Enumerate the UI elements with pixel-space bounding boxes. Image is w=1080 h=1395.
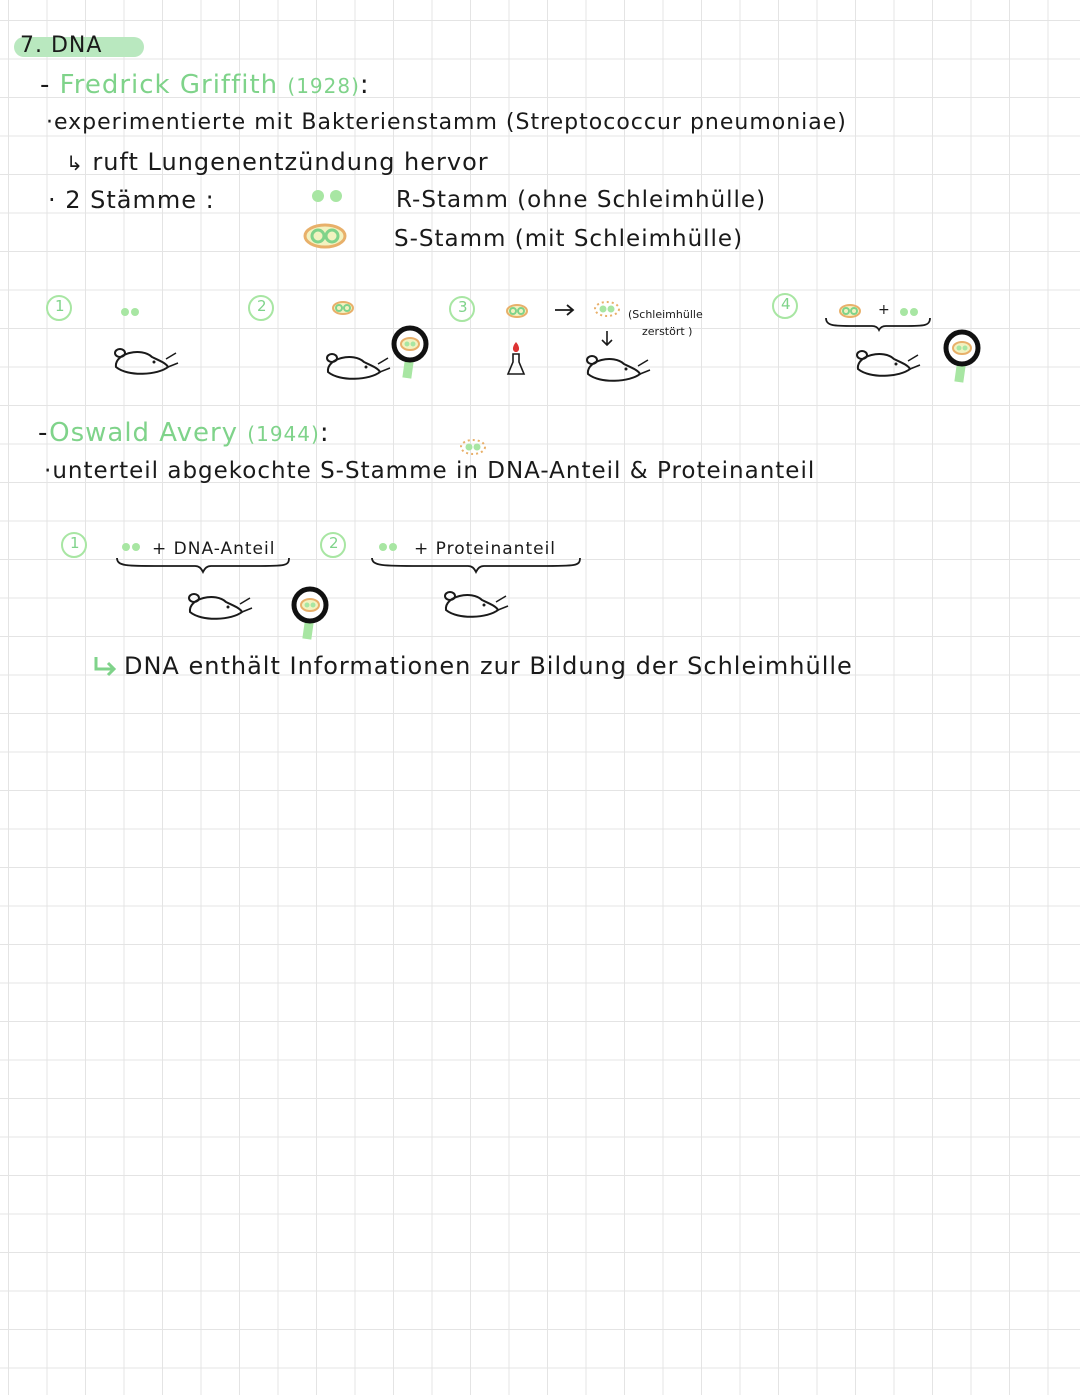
mouse-icon bbox=[108, 345, 180, 379]
avery-exp1-label: + DNA-Anteil bbox=[152, 539, 276, 559]
avery-line1 bbox=[44, 458, 815, 484]
bullet-icon: · bbox=[44, 458, 53, 484]
colon: : bbox=[359, 70, 370, 100]
exp3-note-line1: (Schleimhülle bbox=[628, 308, 703, 321]
r-strain-icon bbox=[312, 190, 352, 204]
avery-exp1-number: 1 bbox=[70, 534, 80, 552]
strain-r-label: R-Stamm (ohne Schleimhülle) bbox=[396, 187, 767, 213]
strain-s-label: S-Stamm (mit Schleimhülle) bbox=[394, 226, 744, 252]
arrow-down-icon bbox=[601, 330, 613, 348]
exp2-number: 2 bbox=[257, 297, 267, 315]
exp3-number: 3 bbox=[458, 298, 468, 316]
dead-mouse-icon bbox=[394, 326, 430, 386]
exp3-note-line2: zerstört ) bbox=[642, 325, 693, 338]
avery-exp2-label: + Proteinanteil bbox=[414, 539, 557, 559]
avery-exp2-number: 2 bbox=[329, 534, 339, 552]
griffith-line2-text: ruft Lungenentzündung hervor bbox=[92, 148, 489, 176]
avery-year: (1944) bbox=[247, 422, 320, 446]
exp4-number: 4 bbox=[781, 295, 791, 313]
arrow-right-icon bbox=[553, 304, 577, 316]
bullet-icon: · bbox=[48, 186, 66, 214]
arrow-icon: ↳ bbox=[66, 151, 84, 175]
griffith-line1-text: experimentierte mit Bakterienstamm (Streptococcur pneumoniae) bbox=[54, 110, 847, 135]
brace-icon bbox=[370, 556, 585, 574]
r-strain-icon bbox=[121, 308, 145, 318]
griffith-heading bbox=[40, 70, 370, 100]
mouse-icon bbox=[850, 347, 922, 381]
destroyed-capsule-icon bbox=[593, 301, 623, 317]
mouse-icon bbox=[580, 352, 652, 386]
brace-icon bbox=[824, 316, 934, 332]
s-strain-icon bbox=[507, 305, 531, 319]
griffith-name: Fredrick Griffith bbox=[59, 70, 279, 100]
avery-heading bbox=[38, 418, 330, 448]
brace-icon bbox=[115, 556, 293, 574]
r-strain-icon bbox=[379, 543, 403, 553]
dead-mouse-icon bbox=[294, 587, 330, 647]
dash-icon: - bbox=[40, 70, 60, 100]
r-strain-icon bbox=[122, 543, 146, 553]
plus-sign: + bbox=[878, 302, 891, 318]
mouse-icon bbox=[320, 350, 392, 384]
page-heading: 7. DNA bbox=[20, 33, 103, 58]
mouse-icon bbox=[182, 590, 254, 624]
strains-label bbox=[48, 186, 215, 214]
avery-line1-text: unterteil abgekochte S-Stamme in DNA-Anteil & Proteinanteil bbox=[52, 458, 816, 484]
avery-name: Oswald Avery bbox=[49, 418, 239, 448]
exp1-number: 1 bbox=[55, 297, 65, 315]
dead-mouse-icon bbox=[946, 330, 982, 390]
dna-label: DNA-Anteil bbox=[173, 539, 276, 559]
strains-label-text: 2 Stämme : bbox=[65, 186, 215, 214]
dash-icon: - bbox=[38, 418, 50, 448]
protein-label: Proteinanteil bbox=[435, 539, 557, 559]
s-strain-icon bbox=[333, 302, 357, 316]
arrow-icon bbox=[92, 655, 118, 677]
destroyed-capsule-icon bbox=[459, 439, 489, 455]
s-strain-icon bbox=[304, 224, 348, 250]
colon: : bbox=[319, 418, 330, 448]
griffith-line1 bbox=[46, 110, 847, 135]
bullet-icon: · bbox=[46, 110, 54, 135]
conclusion-text: DNA enthält Informationen zur Bildung der Schleimhülle bbox=[124, 652, 853, 680]
flame-flask-icon bbox=[506, 340, 526, 380]
mouse-icon bbox=[438, 588, 510, 622]
griffith-line2 bbox=[66, 148, 489, 176]
griffith-year: (1928) bbox=[287, 74, 360, 98]
